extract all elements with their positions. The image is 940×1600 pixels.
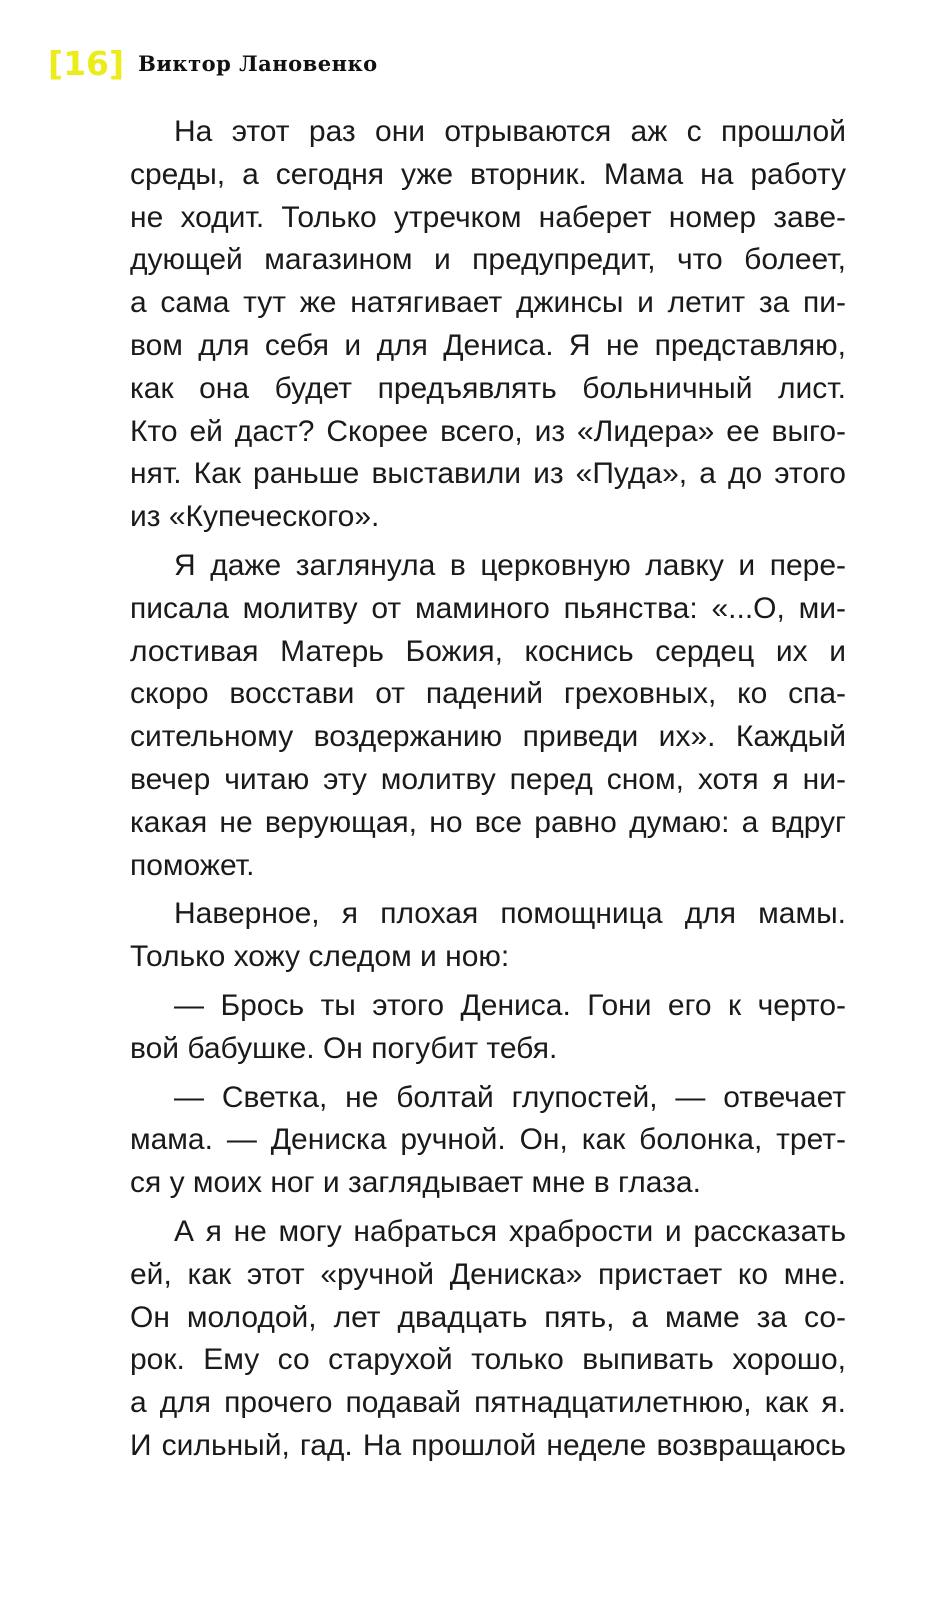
text-line: вой бабушке. Он погубит тебя.: [130, 1031, 558, 1065]
text-line: вечер читаю эту молитву перед сном, хотя я ни-: [130, 762, 846, 796]
paragraph: [130, 893, 846, 979]
text-line: А я не могу набраться храбрости и рассказать: [174, 1214, 846, 1248]
text-line: рок. Ему со старухой только выпивать хорошо,: [130, 1343, 846, 1377]
text-line: ей, как этот «ручной Дениска» пристает ко мне.: [130, 1257, 846, 1291]
running-head-author: Виктор Лановенко: [138, 50, 378, 76]
page-number: [16]: [48, 43, 125, 83]
text-line: скоро восстави от падений греховных, ко спа-: [130, 677, 846, 711]
text-line: мама. — Дениска ручной. Он, как болонка, трет-: [130, 1123, 846, 1157]
text-line: а для прочего подавай пятнадцатилетнюю, как я.: [130, 1386, 846, 1420]
text-line: а сама тут же натягивает джинсы и летит за пи-: [130, 286, 846, 320]
paragraph: [130, 985, 846, 1071]
body-text: [130, 111, 846, 1468]
text-line: какая не верующая, но все равно думаю: а вдруг: [130, 805, 846, 839]
text-line: Я даже заглянула в церковную лавку и пере-: [174, 548, 846, 582]
text-line: — Брось ты этого Дениса. Гони его к черто-: [174, 988, 846, 1022]
text-line: И сильный, гад. На прошлой неделе возвращаюсь: [130, 1428, 846, 1462]
paragraph: [130, 1211, 846, 1468]
text-line: поможет.: [130, 848, 255, 882]
text-line: Наверное, я плохая помощница для мамы.: [174, 897, 846, 931]
text-line: вом для себя и для Дениса. Я не представляю,: [130, 328, 846, 362]
text-line: из «Купеческого».: [130, 500, 380, 534]
paragraph: [130, 1077, 846, 1205]
text-line: ся у моих ног и заглядывает мне в глаза.: [130, 1166, 701, 1200]
text-line: сительному воздержанию приведи их». Каждый: [130, 720, 846, 754]
text-line: писала молитву от маминого пьянства: «...О, ми-: [130, 591, 846, 625]
text-line: Кто ей даст? Скорее всего, из «Лидера» ее выго-: [130, 414, 846, 448]
text-line: дующей магазином и предупредит, что болеет,: [130, 243, 846, 277]
text-line: не ходит. Только утречком наберет номер заве-: [130, 200, 846, 234]
running-head: [48, 38, 378, 88]
text-line: — Светка, не болтай глупостей, — отвечает: [174, 1080, 846, 1114]
text-line: среды, а сегодня уже вторник. Мама на работу: [130, 157, 846, 191]
paragraph: [130, 111, 846, 539]
text-line: лостивая Матерь Божия, коснись сердец их и: [130, 634, 846, 668]
text-line: Он молодой, лет двадцать пять, а маме за со-: [130, 1300, 846, 1334]
text-line: На этот раз они отрываются аж с прошлой: [174, 115, 846, 148]
text-line: Только хожу следом и ною:: [130, 940, 510, 974]
text-line: как она будет предъявлять больничный лист.: [130, 371, 846, 405]
paragraph: [130, 545, 846, 887]
text-line: нят. Как раньше выставили из «Пуда», а до этого: [130, 457, 846, 491]
